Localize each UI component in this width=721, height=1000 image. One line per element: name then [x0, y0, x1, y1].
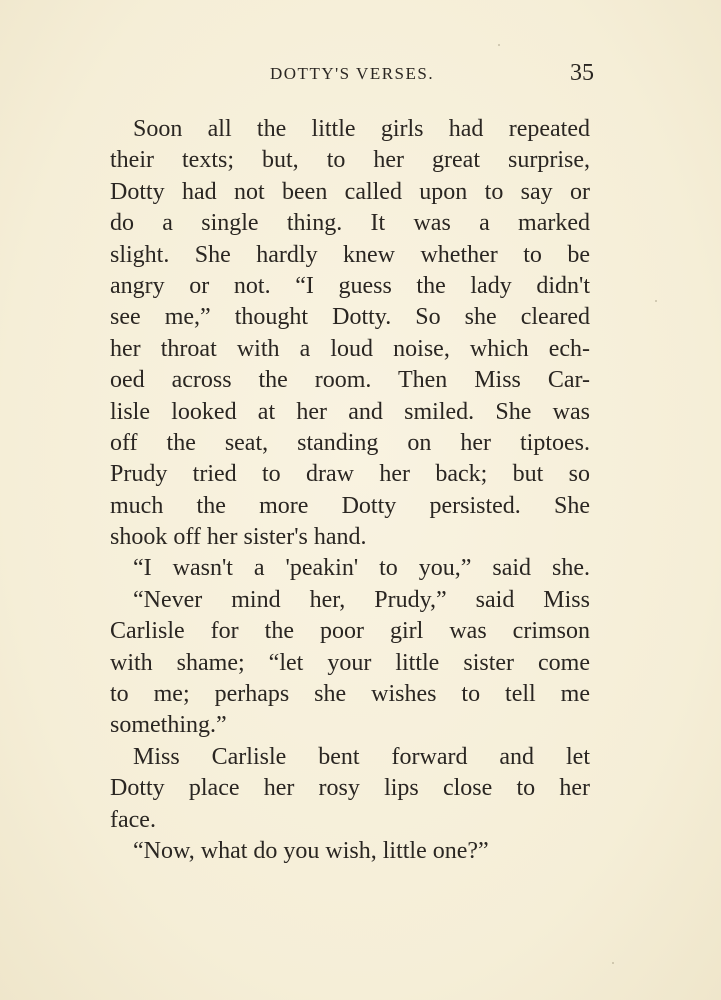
- text-line: “Never mind her, Prudy,” said Miss: [133, 586, 590, 613]
- text-line: lisle looked at her and smiled. She was: [110, 398, 590, 425]
- text-line: their texts; but, to her great surprise,: [110, 147, 590, 174]
- text-line: something.”: [110, 712, 227, 739]
- text-line: Dotty had not been called upon to say or: [110, 178, 590, 205]
- page-number: 35: [570, 60, 594, 86]
- paper-speck: [612, 962, 614, 964]
- text-line: to me; perhaps she wishes to tell me: [110, 681, 590, 708]
- paper-speck: [498, 44, 500, 46]
- text-line: see me,” thought Dotty. So she cleared: [110, 304, 590, 331]
- text-line: “Now, what do you wish, little one?”: [133, 837, 489, 864]
- text-line: Soon all the little girls had repeated: [133, 116, 590, 142]
- text-line: Dotty place her rosy lips close to her: [110, 775, 590, 802]
- text-line: Prudy tried to draw her back; but so: [110, 461, 590, 488]
- text-line: her throat with a loud noise, which ech-: [110, 335, 590, 362]
- paper-speck: [655, 300, 657, 302]
- running-head: DOTTY'S VERSES.: [270, 64, 435, 83]
- text-line: shook off her sister's hand.: [110, 524, 367, 551]
- text-line: angry or not. “I guess the lady didn't: [110, 272, 590, 299]
- text-line: with shame; “let your little sister come: [110, 649, 590, 676]
- text-line: do a single thing. It was a marked: [110, 210, 590, 237]
- text-line: “I wasn't a 'peakin' to you,” said she.: [133, 555, 590, 582]
- text-line: Carlisle for the poor girl was crimson: [110, 618, 590, 645]
- text-line: off the seat, standing on her tiptoes.: [110, 429, 590, 456]
- text-line: face.: [110, 806, 156, 833]
- text-line: oed across the room. Then Miss Car-: [110, 367, 590, 394]
- page-header: [110, 60, 594, 90]
- text-line: Miss Carlisle bent forward and let: [133, 743, 590, 770]
- body-text: [110, 114, 590, 867]
- text-line: slight. She hardly knew whether to be: [110, 241, 590, 268]
- text-line: much the more Dotty persisted. She: [110, 492, 590, 519]
